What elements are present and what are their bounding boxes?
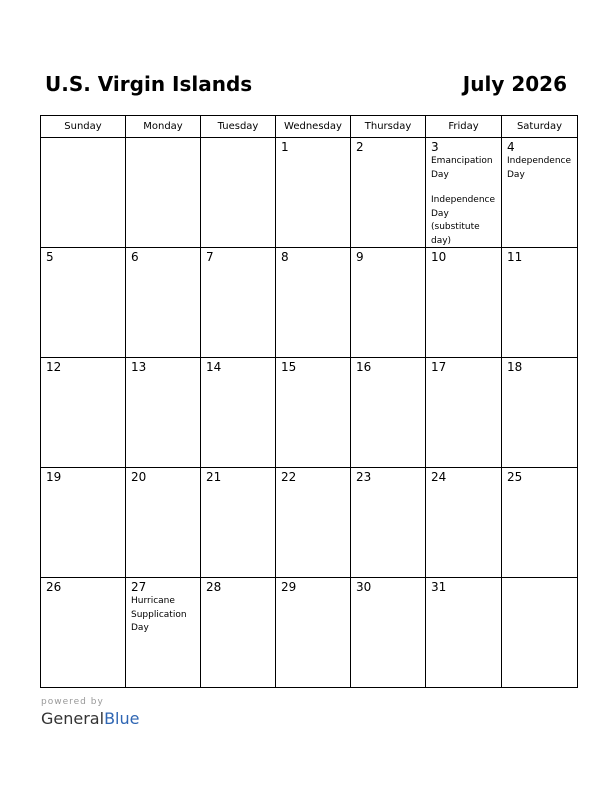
day-cell — [502, 138, 578, 248]
generalblue-logo — [41, 709, 139, 729]
day-number: 16 — [356, 360, 372, 374]
day-cell — [276, 138, 351, 248]
day-number: 5 — [46, 250, 54, 264]
day-number: 2 — [356, 140, 364, 154]
week-row — [41, 358, 578, 468]
holiday-label: Independence Day (substitute day) — [431, 195, 496, 246]
day-cell — [126, 138, 201, 248]
day-cell — [426, 358, 502, 468]
day-cell — [426, 138, 502, 248]
powered-by-text: powered by — [41, 697, 104, 707]
weekday-header: Sunday — [41, 116, 126, 138]
day-number: 27 — [131, 580, 147, 594]
day-cell — [502, 248, 578, 358]
day-cell — [426, 468, 502, 578]
day-cell — [426, 578, 502, 688]
day-cell — [126, 578, 201, 688]
weekday-header-row — [41, 116, 578, 138]
day-cell — [502, 578, 578, 688]
weekday-header: Tuesday — [201, 116, 276, 138]
day-cell — [201, 248, 276, 358]
day-cell — [276, 358, 351, 468]
day-number: 6 — [131, 250, 139, 264]
day-cell — [126, 248, 201, 358]
day-cell — [351, 248, 426, 358]
day-cell — [276, 468, 351, 578]
day-number: 4 — [507, 140, 515, 154]
day-number: 28 — [206, 580, 222, 594]
week-row — [41, 468, 578, 578]
day-number: 1 — [281, 140, 289, 154]
day-cell — [126, 358, 201, 468]
day-number: 20 — [131, 470, 147, 484]
day-cell — [41, 468, 126, 578]
day-cell — [276, 248, 351, 358]
day-number: 3 — [431, 140, 439, 154]
day-cell — [276, 578, 351, 688]
weekday-header: Thursday — [351, 116, 426, 138]
day-number: 22 — [281, 470, 297, 484]
day-number: 18 — [507, 360, 523, 374]
day-number: 30 — [356, 580, 372, 594]
day-cell — [502, 358, 578, 468]
day-number: 8 — [281, 250, 289, 264]
day-cell — [41, 138, 126, 248]
day-cell — [351, 138, 426, 248]
week-row — [41, 248, 578, 358]
day-number: 31 — [431, 580, 447, 594]
day-cell — [351, 468, 426, 578]
holiday-label: Emancipation Day — [431, 156, 493, 180]
day-number: 11 — [507, 250, 523, 264]
weekday-header: Friday — [426, 116, 502, 138]
day-cell — [41, 358, 126, 468]
day-number: 24 — [431, 470, 447, 484]
day-cell — [351, 358, 426, 468]
day-cell — [502, 468, 578, 578]
month-title: July 2026 — [462, 72, 567, 96]
day-number: 25 — [507, 470, 523, 484]
day-cell — [201, 468, 276, 578]
brand-general-text: General — [41, 709, 105, 728]
day-number: 15 — [281, 360, 297, 374]
day-cell — [351, 578, 426, 688]
weekday-header: Wednesday — [276, 116, 351, 138]
day-number: 9 — [356, 250, 364, 264]
day-number: 19 — [46, 470, 62, 484]
calendar-grid — [40, 115, 578, 688]
day-cell — [201, 578, 276, 688]
day-number: 21 — [206, 470, 222, 484]
day-number: 29 — [281, 580, 297, 594]
day-number: 10 — [431, 250, 447, 264]
day-number: 23 — [356, 470, 372, 484]
day-number: 7 — [206, 250, 214, 264]
day-number: 13 — [131, 360, 147, 374]
week-row — [41, 578, 578, 688]
day-number: 12 — [46, 360, 62, 374]
holiday-label: Independence Day — [507, 156, 572, 180]
week-row — [41, 138, 578, 248]
day-cell — [41, 578, 126, 688]
day-cell — [426, 248, 502, 358]
day-cell — [201, 138, 276, 248]
day-cell — [201, 358, 276, 468]
weekday-header: Monday — [126, 116, 201, 138]
day-number: 26 — [46, 580, 62, 594]
brand-blue-text: Blue — [104, 709, 140, 728]
region-title: U.S. Virgin Islands — [45, 72, 253, 96]
day-number: 14 — [206, 360, 222, 374]
weekday-header: Saturday — [502, 116, 578, 138]
day-cell — [126, 468, 201, 578]
day-cell — [41, 248, 126, 358]
day-number: 17 — [431, 360, 447, 374]
holiday-label: Hurricane Supplication Day — [131, 596, 187, 633]
footer-branding — [41, 697, 139, 729]
